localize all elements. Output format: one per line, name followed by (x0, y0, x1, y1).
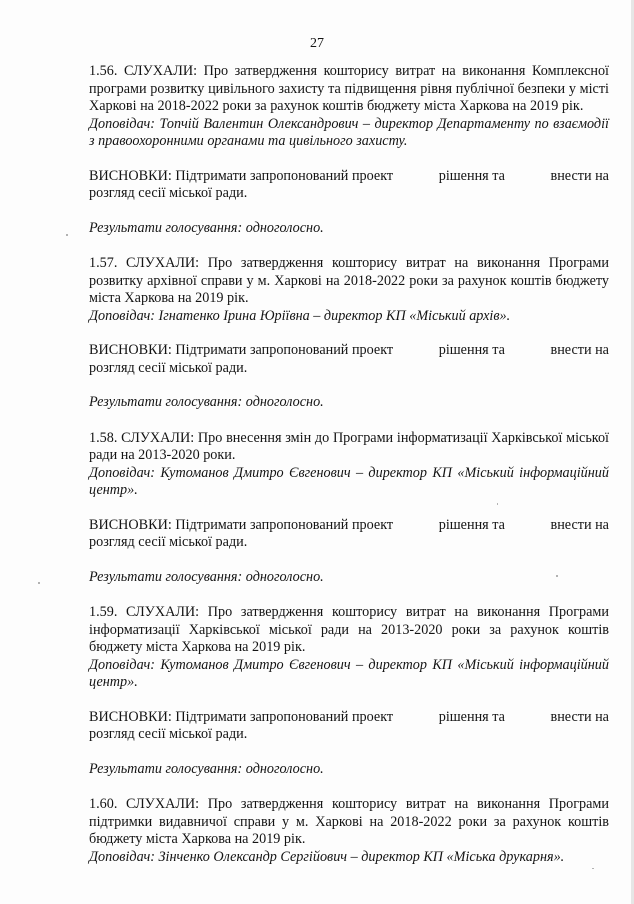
item-heading: 1.56. СЛУХАЛИ: Про затвердження кошторису витрат на виконання Комплексної програми розвитку цивільного захисту та підвищення рівня публічної безпеки у місті Харкові на 2018-2022 роки за рахунок коштів бюджету міста Харкова на 2019 рік. (89, 63, 609, 114)
scan-speck (592, 868, 594, 869)
conclusion-line: розгляд сесії міської ради. (89, 534, 248, 550)
item-speaker: Доповідач: Топчій Валентин Олександрович – директор Департаменту по взаємодії з правоохоронними органами та цивільного захисту. (89, 115, 609, 149)
item-speaker: Доповідач: Кутоманов Дмитро Євгенович – директор КП «Міський інформаційний центр». (89, 464, 609, 498)
page-number: 27 (310, 36, 324, 51)
scan-speck (556, 575, 558, 577)
conclusion-part: ВИСНОВКИ: Підтримати запропонований проект (89, 708, 394, 725)
item-speaker: Доповідач: Ігнатенко Ірина Юріївна – директор КП «Міський архів». (89, 307, 511, 324)
conclusion-part: внести на (550, 342, 609, 358)
conclusion-part: рішення та (438, 167, 505, 184)
item-heading: 1.57. СЛУХАЛИ: Про затвердження кошторису витрат на виконання Програми розвитку архівної справи у м. Харкові на 2018-2022 роки за рахунок коштів бюджету міста Харкова на 2019 рік. (89, 255, 609, 306)
agenda-item-1-57 (89, 255, 609, 430)
voting-result: Результати голосування: одноголосно. (89, 568, 324, 585)
agenda-item-1-60 (89, 796, 609, 866)
item-conclusion (89, 342, 609, 377)
voting-result: Результати голосування: одноголосно. (89, 219, 324, 236)
scan-speck (38, 582, 40, 584)
conclusion-part: рішення та (438, 708, 505, 725)
agenda-item-1-56 (89, 63, 609, 255)
agenda-item-1-59 (89, 604, 609, 796)
item-heading: 1.60. СЛУХАЛИ: Про затвердження кошторису витрат на виконання Програми підтримки видавничої справи у м. Харкові на 2018-2022 роки за рахунок коштів бюджету міста Харкова на 2019 рік. (89, 796, 609, 847)
conclusion-part: рішення та (438, 342, 505, 358)
conclusion-part: ВИСНОВКИ: Підтримати запропонований проект (89, 342, 394, 358)
voting-result: Результати голосування: одноголосно. (89, 394, 324, 410)
agenda-item-1-58 (89, 430, 609, 605)
item-heading: 1.59. СЛУХАЛИ: Про затвердження кошторису витрат на виконання Програми інформатизації Харківської міської ради на 2013-2020 роки за рахунок коштів бюджету міста Харкова на 2019 рік. (89, 604, 609, 655)
voting-result: Результати голосування: одноголосно. (89, 760, 324, 777)
conclusion-part: внести на (550, 708, 609, 725)
conclusion-part: рішення та (438, 516, 505, 533)
conclusion-part: внести на (550, 167, 609, 184)
item-conclusion (89, 517, 609, 552)
item-speaker: Доповідач: Кутоманов Дмитро Євгенович – директор КП «Міський інформаційний центр». (89, 656, 609, 690)
conclusion-part: внести на (550, 516, 609, 533)
conclusion-part: ВИСНОВКИ: Підтримати запропонований проект (89, 167, 394, 184)
page-content (89, 63, 609, 866)
scan-speck (66, 234, 68, 236)
scan-speck (497, 503, 498, 505)
conclusion-line: розгляд сесії міської ради. (89, 726, 248, 742)
conclusion-line: розгляд сесії міської ради. (89, 359, 248, 376)
item-conclusion (89, 168, 609, 203)
item-speaker: Доповідач: Зінченко Олександр Сергійович – директор КП «Міська друкарня». (89, 848, 565, 865)
conclusion-part: ВИСНОВКИ: Підтримати запропонований проект (89, 516, 394, 533)
item-heading: 1.58. СЛУХАЛИ: Про внесення змін до Програми інформатизації Харківської міської ради на 2013-2020 роки. (89, 429, 609, 463)
conclusion-line: розгляд сесії міської ради. (89, 185, 248, 201)
item-conclusion (89, 709, 609, 744)
